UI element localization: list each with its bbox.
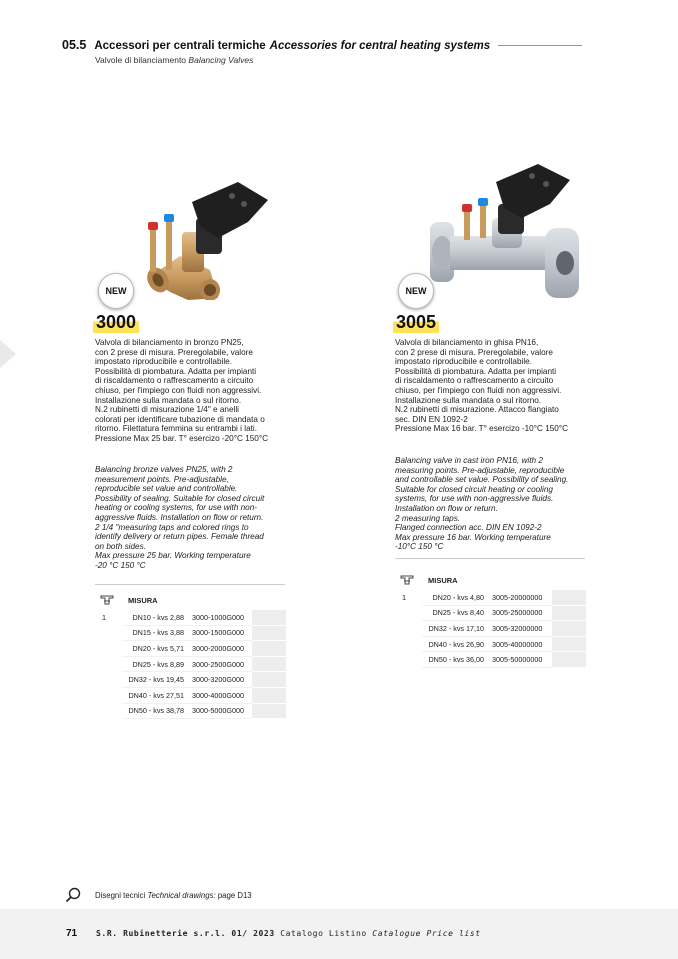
row-size: DN40 - kvs 27,51: [122, 687, 190, 703]
row-size: DN25 - kvs 8,40: [422, 605, 490, 621]
description-en: Balancing valve in cast iron PN16, with 2 measuring points. Pre-adjustable, reproducible and controllable set value. Possibility of sealing. Suitable for closed circuit heating or cooling systems, for use with non-aggressive fluids. Installation on flow or return. 2 measuring taps. Flanged connection acc. DIN EN 1092-2 Max pressure 16 bar. Working temperature -10°C 150 °C: [395, 456, 569, 552]
sizes-table: [100, 610, 286, 719]
footer-company: S.R. Rubinetterie s.r.l.: [96, 929, 226, 938]
row-article-code: 3000-3200G000: [190, 672, 252, 688]
row-price-cell: [552, 590, 586, 605]
magnifier-icon: [65, 887, 81, 903]
row-article-code: 3000-5000G000: [190, 703, 252, 719]
row-price-cell: [552, 605, 586, 621]
table-row: [100, 625, 286, 641]
page-footer: [0, 909, 678, 959]
row-number: 1: [402, 593, 406, 603]
table-row: [100, 687, 286, 703]
row-article-code: 3000-1500G000: [190, 625, 252, 641]
section-header: [62, 38, 582, 65]
row-price-cell: [252, 641, 286, 657]
footer-edition: 01/ 2023: [231, 929, 275, 938]
table-row: [100, 672, 286, 688]
price-table: [100, 592, 286, 719]
note-label-en: Technical drawings:: [147, 890, 216, 900]
table-header-misura: MISURA: [428, 575, 458, 585]
footer-text: [96, 929, 481, 938]
description-en: Balancing bronze valves PN25, with 2 measurement points. Pre-adjustable, reproducible set value and controllable. Possibility of sealing. Suitable for closed circuit heating or cooling systems, for use with non- aggressive fluids. Installation on flow or return. 2 1/4 "measuring taps and colored rings to identify delivery or return pipes. Female thread on both sides. Max pressure 25 bar. Working temperature -20 °C 150 °C: [95, 465, 265, 570]
price-table: [400, 572, 586, 668]
row-size: DN15 - kvs 3,88: [122, 625, 190, 641]
row-number: [100, 625, 122, 641]
table-row: [400, 590, 586, 605]
page-number: 71: [66, 928, 78, 939]
header-rule: [498, 45, 582, 46]
row-size: DN32 - kvs 19,45: [122, 672, 190, 688]
row-article-code: 3000-2500G000: [190, 656, 252, 672]
row-article-code: 3005-20000000: [490, 590, 552, 605]
row-price-cell: [252, 687, 286, 703]
row-article-code: 3005-40000000: [490, 636, 552, 652]
row-size: DN20 - kvs 5,71: [122, 641, 190, 657]
row-size: DN40 - kvs 26,90: [422, 636, 490, 652]
row-number: [400, 636, 422, 652]
row-article-code: 3000-2000G000: [190, 641, 252, 657]
technical-drawings-note: [65, 887, 252, 903]
row-price-cell: [252, 672, 286, 688]
row-size: DN10 - kvs 2,88: [122, 610, 190, 625]
product-code: 3005: [393, 312, 439, 333]
wrench-icon: [100, 594, 114, 606]
bronze-valve-image: [140, 160, 270, 300]
separator: [95, 584, 285, 585]
subtitle-it: Valvole di bilanciamento: [95, 55, 187, 65]
row-number: [100, 641, 122, 657]
note-page-ref[interactable]: page D13: [217, 890, 252, 900]
section-number: 05.5: [62, 38, 87, 52]
table-row: [400, 621, 586, 637]
table-header-misura: MISURA: [128, 595, 158, 605]
row-number: [400, 652, 422, 668]
note-label-it: Disegni tecnici: [95, 890, 146, 900]
subtitle-en: Balancing Valves: [188, 55, 254, 65]
table-row: [100, 656, 286, 672]
row-number: [100, 672, 122, 688]
row-price-cell: [552, 636, 586, 652]
row-price-cell: [252, 703, 286, 719]
section-title-en: Accessories for central heating systems: [269, 40, 491, 52]
row-article-code: 3000-1000G000: [190, 610, 252, 625]
row-size: DN50 - kvs 38,78: [122, 703, 190, 719]
new-badge: NEW: [98, 273, 134, 309]
row-article-code: 3005-32000000: [490, 621, 552, 637]
section-subtitle: [95, 55, 582, 65]
row-number: 1: [102, 613, 106, 623]
footer-catalog-en: Catalogue Price list: [372, 929, 481, 938]
row-price-cell: [552, 652, 586, 668]
table-row: [400, 636, 586, 652]
row-price-cell: [552, 621, 586, 637]
row-article-code: 3000-4000G000: [190, 687, 252, 703]
new-badge: NEW: [398, 273, 434, 309]
row-size: DN20 - kvs 4,80: [422, 590, 490, 605]
page-corner-decoration: [0, 340, 16, 368]
table-row: [100, 610, 286, 625]
row-article-code: 3005-25000000: [490, 605, 552, 621]
separator: [395, 558, 585, 559]
row-price-cell: [252, 656, 286, 672]
sizes-table: [400, 590, 586, 668]
row-number: [100, 687, 122, 703]
footer-catalog-it: Catalogo Listino: [280, 929, 367, 938]
section-title-it: Accessori per centrali termiche: [94, 40, 266, 52]
table-row: [400, 652, 586, 668]
row-size: DN25 - kvs 8,89: [122, 656, 190, 672]
product-code: 3000: [93, 312, 139, 333]
row-article-code: 3005-50000000: [490, 652, 552, 668]
table-row: [100, 641, 286, 657]
row-number: [400, 621, 422, 637]
row-number: [400, 605, 422, 621]
wrench-icon: [400, 574, 414, 586]
description-it: Valvola di bilanciamento in ghisa PN16, con 2 prese di misura. Preregolabile, valore impostato riproducibile e controllabile. Possibilità di piombatura. Adatta per impianti di riscaldamento o raffrescamento a circuito chiuso, per l'impiego con fluidi non aggressivi. Installazione sulla mandata o sul ritorno. N.2 rubinetti di misurazione. Attacco flangiato sec. DIN EN 1092-2 Pressione Max 16 bar. T° esercizo -10°C 150°C: [395, 338, 569, 434]
row-price-cell: [252, 610, 286, 625]
row-size: DN32 - kvs 17,10: [422, 621, 490, 637]
table-row: [100, 703, 286, 719]
table-row: [400, 605, 586, 621]
cast-iron-valve-image: [420, 160, 585, 300]
row-number: [100, 703, 122, 719]
description-it: Valvola di bilanciamento in bronzo PN25, con 2 prese di misura. Preregolabile, valore impostato riproducibile e controllabile. Possibilità di piombatura. Adatta per impianti di riscaldamento o raffrescamento a circuito chiuso, per l'impiego con fluidi non aggressivi. Installazione sulla mandata o sul ritorno. N.2 rubinetti di misurazione 1/4" e anelli colorati per identificare tubazione di mandata o ritorno. Filettatura femmina su entrambi i lati. Pressione Max 25 bar. T° esercizo -20°C 150°C: [95, 338, 269, 443]
row-number: [100, 656, 122, 672]
row-price-cell: [252, 625, 286, 641]
row-size: DN50 - kvs 36,00: [422, 652, 490, 668]
